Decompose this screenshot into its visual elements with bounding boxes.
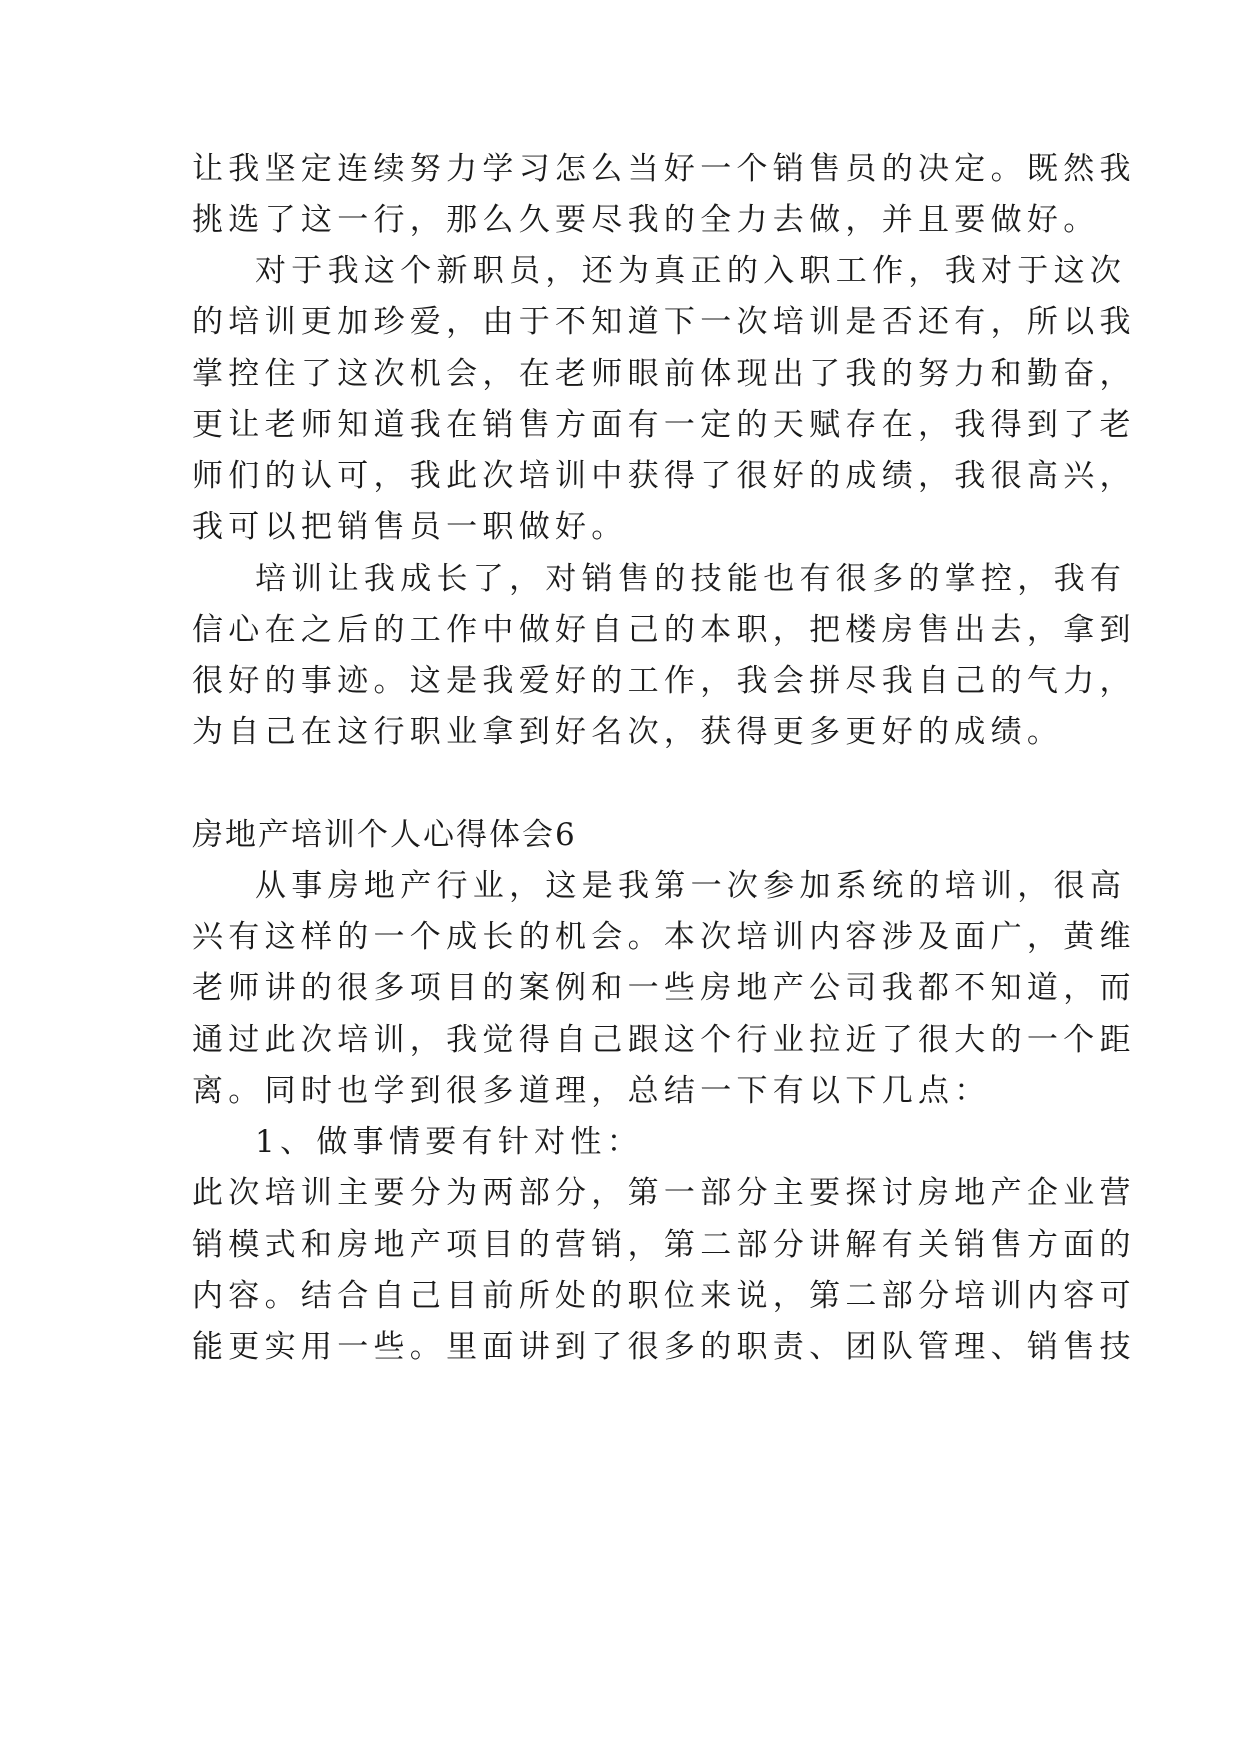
paragraph-line: 内容。结合自己目前所处的职位来说，第二部分培训内容可	[192, 1278, 1136, 1314]
paragraph-line: 很好的事迹。这是我爱好的工作，我会拼尽我自己的气力，	[192, 663, 1136, 699]
paragraph-first-line: 从事房地产行业，这是我第一次参加系统的培训，很高	[255, 868, 1127, 904]
paragraph-line: 更让老师知道我在销售方面有一定的天赋存在，我得到了老	[192, 407, 1136, 443]
paragraph-line: 信心在之后的工作中做好自己的本职，把楼房售出去，拿到	[192, 612, 1136, 648]
paragraph-line: 销模式和房地产项目的营销，第二部分讲解有关销售方面的	[192, 1227, 1136, 1263]
paragraph-line: 掌控住了这次机会，在老师眼前体现出了我的努力和勤奋，	[192, 356, 1136, 392]
paragraph-line: 为自己在这行职业拿到好名次，获得更多更好的成绩。	[192, 714, 1064, 750]
paragraph-line: 的培训更加珍爱，由于不知道下一次培训是否还有，所以我	[192, 304, 1136, 340]
section-heading: 房地产培训个人心得体会6	[192, 817, 577, 853]
paragraph-line: 兴有这样的一个成长的机会。本次培训内容涉及面广，黄维	[192, 919, 1136, 955]
paragraph-line: 能更实用一些。里面讲到了很多的职责、团队管理、销售技	[192, 1329, 1136, 1365]
list-item-heading: 1、做事情要有针对性：	[255, 1124, 644, 1160]
paragraph-line: 老师讲的很多项目的案例和一些房地产公司我都不知道，而	[192, 970, 1136, 1006]
paragraph-first-line: 培训让我成长了，对销售的技能也有很多的掌控，我有	[255, 561, 1127, 597]
paragraph-line: 离。同时也学到很多道理，总结一下有以下几点：	[192, 1073, 991, 1109]
paragraph-line: 让我坚定连续努力学习怎么当好一个销售员的决定。既然我	[192, 151, 1136, 187]
paragraph-first-line: 对于我这个新职员，还为真正的入职工作，我对于这次	[255, 253, 1127, 289]
paragraph-line: 此次培训主要分为两部分，第一部分主要探讨房地产企业营	[192, 1175, 1136, 1211]
paragraph-line: 通过此次培训，我觉得自己跟这个行业拉近了很大的一个距	[192, 1022, 1136, 1058]
paragraph-line: 我可以把销售员一职做好。	[192, 509, 628, 545]
paragraph-line: 挑选了这一行，那么久要尽我的全力去做，并且要做好。	[192, 202, 1100, 238]
paragraph-line: 师们的认可，我此次培训中获得了很好的成绩，我很高兴，	[192, 458, 1136, 494]
